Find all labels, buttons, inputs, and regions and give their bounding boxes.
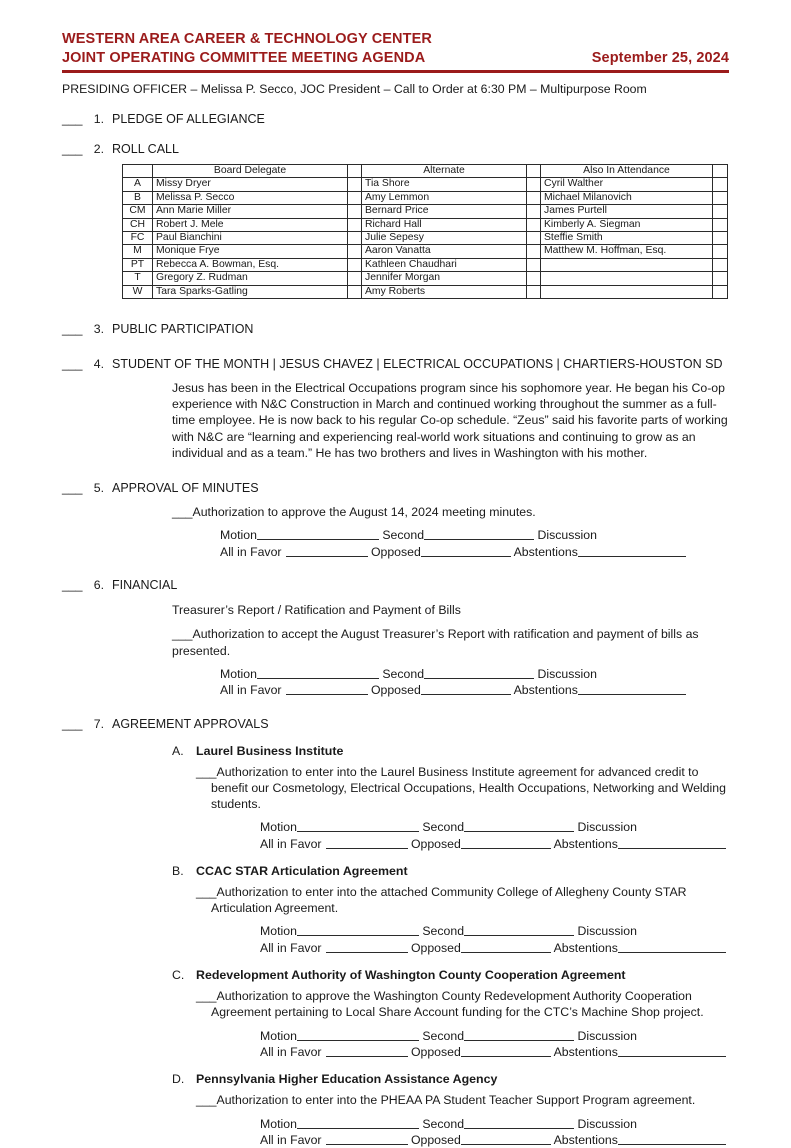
agreement-title: Laurel Business Institute xyxy=(196,743,344,758)
abstentions-label: Abstentions xyxy=(553,836,618,851)
motion-label: Motion xyxy=(220,666,257,681)
motion-field[interactable] xyxy=(297,923,419,936)
cell-end[interactable] xyxy=(713,258,728,271)
roll-call-body xyxy=(123,178,728,299)
cell-gap-2[interactable] xyxy=(527,218,541,231)
opposed-field[interactable] xyxy=(421,544,511,557)
agreement-title: CCAC STAR Articulation Agreement xyxy=(196,863,408,878)
table-row xyxy=(123,218,728,231)
abstentions-field[interactable] xyxy=(618,940,726,953)
roll-call-table xyxy=(122,164,728,299)
all-in-favor-field[interactable] xyxy=(326,1132,408,1145)
second-field[interactable] xyxy=(424,666,534,679)
motion-field[interactable] xyxy=(257,666,379,679)
item-title: PUBLIC PARTICIPATION xyxy=(112,322,254,337)
cell-code: CM xyxy=(123,205,153,218)
financial-authorization: ___Authorization to accept the August Treasurer’s Report with ratification and payment of bills as presented. xyxy=(172,627,699,658)
all-in-favor-field[interactable] xyxy=(326,1044,408,1057)
meeting-date: September 25, 2024 xyxy=(591,50,729,66)
th-code xyxy=(123,165,153,178)
discussion-label: Discussion xyxy=(537,666,597,681)
agenda-item-5 xyxy=(62,480,729,496)
checkoff-blank[interactable]: ___ xyxy=(62,357,83,372)
agreement-authorization-text: ___Authorization to enter into the Laurel Business Institute agreement for advanced credit to benefit our Cosmetology, Electrical Occupations, Health Occupations, Networking and Welding students. xyxy=(196,764,726,811)
cell-code: M xyxy=(123,245,153,258)
cell-also xyxy=(541,285,713,298)
checkoff-blank[interactable]: ___ xyxy=(62,481,83,496)
cell-end[interactable] xyxy=(713,191,728,204)
cell-code: CH xyxy=(123,218,153,231)
item-title: STUDENT OF THE MONTH | JESUS CHAVEZ | ELECTRICAL OCCUPATIONS | CHARTIERS-HOUSTON SD xyxy=(112,357,723,372)
vote-block-agreement-a xyxy=(260,819,729,852)
motion-field[interactable] xyxy=(257,527,379,540)
abstentions-field[interactable] xyxy=(618,1044,726,1057)
cell-code: T xyxy=(123,272,153,285)
abstentions-field[interactable] xyxy=(578,544,686,557)
agreement-item-c xyxy=(172,967,729,983)
abstentions-label: Abstentions xyxy=(513,544,578,559)
cell-gap-1[interactable] xyxy=(348,285,362,298)
cell-gap-2[interactable] xyxy=(527,245,541,258)
agreement-letter: D. xyxy=(172,1072,185,1087)
cell-end[interactable] xyxy=(713,218,728,231)
vote-row-tally xyxy=(260,940,729,956)
cell-code: PT xyxy=(123,258,153,271)
item-number: 4. xyxy=(93,357,104,372)
abstentions-field[interactable] xyxy=(618,1132,726,1145)
cell-alternate: Jennifer Morgan xyxy=(362,272,527,285)
vote-block-agreement-b xyxy=(260,923,729,956)
cell-gap-1[interactable] xyxy=(348,258,362,271)
cell-end[interactable] xyxy=(713,178,728,191)
cell-delegate: Gregory Z. Rudman xyxy=(153,272,348,285)
cell-code: W xyxy=(123,285,153,298)
agreement-item-b xyxy=(172,863,729,879)
agreement-authorization xyxy=(196,764,729,813)
cell-alternate: Kathleen Chaudhari xyxy=(362,258,527,271)
checkoff-blank[interactable]: ___ xyxy=(62,142,83,156)
vote-row-motion xyxy=(260,1116,729,1132)
vote-row-tally xyxy=(260,836,729,852)
th-also-in-attendance: Also In Attendance xyxy=(541,165,713,178)
cell-gap-1[interactable] xyxy=(348,205,362,218)
item-title: PLEDGE OF ALLEGIANCE xyxy=(112,112,265,126)
motion-label: Motion xyxy=(260,1028,297,1043)
student-of-the-month-paragraph: Jesus has been in the Electrical Occupations program since his sophomore year. He began his Co-op experience with N&C Construction in March and continued working throughout the summer as a full-time employee. He is now back to his regular Co-op schedule. “Zeus” said his favorite parts of working with N&C are “learning and experiencing real-world work situations and continuing to grow as an individual and as a team.” He has two brothers and lives in Washington with his mother. xyxy=(172,381,728,460)
cell-gap-1[interactable] xyxy=(348,272,362,285)
th-alternate: Alternate xyxy=(362,165,527,178)
second-field[interactable] xyxy=(464,1116,574,1129)
second-label: Second xyxy=(382,666,425,681)
vote-row-motion xyxy=(260,923,729,939)
cell-end[interactable] xyxy=(713,285,728,298)
second-field[interactable] xyxy=(464,819,574,832)
opposed-label: Opposed xyxy=(370,544,421,559)
table-row xyxy=(123,232,728,245)
th-gap-1 xyxy=(348,165,362,178)
cell-alternate: Tia Shore xyxy=(362,178,527,191)
th-gap-2 xyxy=(527,165,541,178)
cell-gap-1[interactable] xyxy=(348,191,362,204)
item-number: 2. xyxy=(93,142,104,156)
item-title: AGREEMENT APPROVALS xyxy=(112,716,269,731)
abstentions-label: Abstentions xyxy=(513,683,578,698)
vote-block-financial xyxy=(220,666,729,699)
agreement-title: Pennsylvania Higher Education Assistance Agency xyxy=(196,1072,498,1087)
second-label: Second xyxy=(422,1028,465,1043)
cell-gap-1[interactable] xyxy=(348,245,362,258)
th-board-delegate: Board Delegate xyxy=(153,165,348,178)
cell-also: Michael Milanovich xyxy=(541,191,713,204)
motion-field[interactable] xyxy=(297,1116,419,1129)
cell-also: Kimberly A. Siegman xyxy=(541,218,713,231)
second-field[interactable] xyxy=(464,1028,574,1041)
motion-label: Motion xyxy=(260,1116,297,1131)
agreement-item-a xyxy=(172,743,729,759)
opposed-field[interactable] xyxy=(461,1044,551,1057)
cell-delegate: Tara Sparks-Gatling xyxy=(153,285,348,298)
all-in-favor-label: All in Favor xyxy=(220,544,282,559)
vote-row-tally xyxy=(260,1132,729,1148)
motion-label: Motion xyxy=(260,820,297,835)
discussion-label: Discussion xyxy=(577,820,637,835)
table-row xyxy=(123,285,728,298)
table-header-row xyxy=(123,165,728,178)
checkoff-blank[interactable]: ___ xyxy=(62,322,83,337)
second-field[interactable] xyxy=(464,923,574,936)
vote-block-agreement-c xyxy=(260,1028,729,1061)
abstentions-field[interactable] xyxy=(618,836,726,849)
agreement-letter: C. xyxy=(172,968,185,983)
item-title: FINANCIAL xyxy=(112,578,178,593)
all-in-favor-label: All in Favor xyxy=(260,940,322,955)
cell-delegate: Ann Marie Miller xyxy=(153,205,348,218)
agreement-authorization-text: ___Authorization to enter into the PHEAA PA Student Teacher Support Program agreement. xyxy=(196,1093,696,1108)
cell-gap-1[interactable] xyxy=(348,218,362,231)
vote-row-tally xyxy=(220,544,729,560)
abstentions-field[interactable] xyxy=(578,682,686,695)
item-title: APPROVAL OF MINUTES xyxy=(112,481,259,496)
table-row xyxy=(123,178,728,191)
table-row xyxy=(123,245,728,258)
agenda-item-4 xyxy=(62,356,729,372)
cell-alternate: Bernard Price xyxy=(362,205,527,218)
abstentions-label: Abstentions xyxy=(553,1132,618,1147)
item-number: 5. xyxy=(93,481,104,496)
opposed-field[interactable] xyxy=(461,836,551,849)
minutes-authorization: ___Authorization to approve the August 14, 2024 meeting minutes. xyxy=(172,505,536,520)
opposed-label: Opposed xyxy=(410,940,461,955)
all-in-favor-label: All in Favor xyxy=(220,683,282,698)
cell-code: FC xyxy=(123,232,153,245)
cell-delegate: Robert J. Mele xyxy=(153,218,348,231)
all-in-favor-label: All in Favor xyxy=(260,1044,322,1059)
item-title: ROLL CALL xyxy=(112,142,179,156)
checkoff-blank[interactable]: ___ xyxy=(62,112,83,126)
cell-also xyxy=(541,258,713,271)
cell-alternate: Aaron Vanatta xyxy=(362,245,527,258)
cell-gap-2[interactable] xyxy=(527,232,541,245)
item-number: 6. xyxy=(93,578,104,593)
table-row xyxy=(123,191,728,204)
second-label: Second xyxy=(422,924,465,939)
all-in-favor-field[interactable] xyxy=(286,544,368,557)
financial-subtitle: Treasurer’s Report / Ratification and Payment of Bills xyxy=(172,603,461,618)
cell-gap-2[interactable] xyxy=(527,272,541,285)
cell-end[interactable] xyxy=(713,205,728,218)
agreement-authorization xyxy=(196,988,729,1020)
opposed-label: Opposed xyxy=(410,1132,461,1147)
cell-gap-2[interactable] xyxy=(527,285,541,298)
table-row xyxy=(123,258,728,271)
cell-code: A xyxy=(123,178,153,191)
cell-gap-2[interactable] xyxy=(527,205,541,218)
document-title: JOINT OPERATING COMMITTEE MEETING AGENDA xyxy=(62,50,426,66)
agreement-authorization-text: ___Authorization to enter into the attached Community College of Allegheny County STAR Articulation Agreement. xyxy=(196,884,687,916)
vote-row-tally xyxy=(220,682,729,698)
checkoff-blank[interactable]: ___ xyxy=(62,578,83,593)
agreement-letter: B. xyxy=(172,863,184,878)
checkoff-blank[interactable]: ___ xyxy=(62,716,83,731)
motion-label: Motion xyxy=(260,924,297,939)
opposed-label: Opposed xyxy=(410,836,461,851)
all-in-favor-field[interactable] xyxy=(286,682,368,695)
header-line-1 xyxy=(62,30,729,48)
item-number: 3. xyxy=(93,322,104,337)
abstentions-label: Abstentions xyxy=(553,940,618,955)
organization-name: WESTERN AREA CAREER & TECHNOLOGY CENTER xyxy=(62,31,432,47)
cell-delegate: Missy Dryer xyxy=(153,178,348,191)
item-number: 7. xyxy=(93,716,104,731)
all-in-favor-label: All in Favor xyxy=(260,1132,322,1147)
cell-alternate: Richard Hall xyxy=(362,218,527,231)
all-in-favor-field[interactable] xyxy=(326,836,408,849)
table-row xyxy=(123,272,728,285)
vote-block-agreement-d xyxy=(260,1116,729,1148)
table-row xyxy=(123,205,728,218)
header-divider xyxy=(62,70,729,73)
cell-delegate: Paul Bianchini xyxy=(153,232,348,245)
cell-delegate: Monique Frye xyxy=(153,245,348,258)
vote-row-motion xyxy=(220,527,729,543)
agenda-item-3 xyxy=(62,321,729,337)
motion-field[interactable] xyxy=(297,1028,419,1041)
cell-alternate: Julie Sepesy xyxy=(362,232,527,245)
cell-also: Cyril Walther xyxy=(541,178,713,191)
document-header xyxy=(62,30,729,73)
opposed-field[interactable] xyxy=(461,940,551,953)
agreement-authorization xyxy=(196,884,729,916)
agreement-authorization xyxy=(196,1092,729,1108)
cell-end[interactable] xyxy=(713,245,728,258)
discussion-label: Discussion xyxy=(577,1116,637,1131)
cell-gap-1[interactable] xyxy=(348,232,362,245)
cell-alternate: Amy Roberts xyxy=(362,285,527,298)
vote-block-minutes xyxy=(220,527,729,560)
vote-row-motion xyxy=(260,1028,729,1044)
agenda-item-6 xyxy=(62,577,729,593)
roll-call-table-wrapper xyxy=(122,164,729,299)
agenda-item-2 xyxy=(62,141,729,157)
cell-delegate: Rebecca A. Bowman, Esq. xyxy=(153,258,348,271)
agreement-title: Redevelopment Authority of Washington County Cooperation Agreement xyxy=(196,968,626,983)
cell-end[interactable] xyxy=(713,272,728,285)
all-in-favor-field[interactable] xyxy=(326,940,408,953)
second-label: Second xyxy=(422,1116,465,1131)
th-end xyxy=(713,165,728,178)
header-line-2 xyxy=(62,49,729,67)
cell-gap-1[interactable] xyxy=(348,178,362,191)
cell-end[interactable] xyxy=(713,232,728,245)
vote-row-tally xyxy=(260,1044,729,1060)
abstentions-label: Abstentions xyxy=(553,1044,618,1059)
discussion-label: Discussion xyxy=(537,528,597,543)
second-label: Second xyxy=(382,528,425,543)
motion-label: Motion xyxy=(220,528,257,543)
opposed-field[interactable] xyxy=(421,682,511,695)
cell-gap-2[interactable] xyxy=(527,178,541,191)
cell-delegate: Melissa P. Secco xyxy=(153,191,348,204)
cell-also: Steffie Smith xyxy=(541,232,713,245)
item-number: 1. xyxy=(93,112,104,126)
cell-code: B xyxy=(123,191,153,204)
second-label: Second xyxy=(422,820,465,835)
cell-alternate: Amy Lemmon xyxy=(362,191,527,204)
second-field[interactable] xyxy=(424,527,534,540)
agreement-letter: A. xyxy=(172,743,184,758)
discussion-label: Discussion xyxy=(577,924,637,939)
presiding-officer-line: PRESIDING OFFICER – Melissa P. Secco, JOC President – Call to Order at 6:30 PM – Multipurpose Room xyxy=(62,82,647,96)
vote-row-motion xyxy=(260,819,729,835)
cell-also xyxy=(541,272,713,285)
agreement-item-d xyxy=(172,1071,729,1087)
discussion-label: Discussion xyxy=(577,1028,637,1043)
all-in-favor-label: All in Favor xyxy=(260,836,322,851)
agenda-item-7 xyxy=(62,716,729,732)
opposed-label: Opposed xyxy=(370,683,421,698)
opposed-label: Opposed xyxy=(410,1044,461,1059)
cell-also: James Purtell xyxy=(541,205,713,218)
vote-row-motion xyxy=(220,666,729,682)
agreement-authorization-text: ___Authorization to approve the Washington County Redevelopment Authority Cooperation Agreement pertaining to Local Share Account funding for the CTC’s Machine Shop project. xyxy=(196,989,704,1020)
cell-gap-2[interactable] xyxy=(527,191,541,204)
agenda-item-1 xyxy=(62,111,729,127)
cell-also: Matthew M. Hoffman, Esq. xyxy=(541,245,713,258)
motion-field[interactable] xyxy=(297,819,419,832)
cell-gap-2[interactable] xyxy=(527,258,541,271)
opposed-field[interactable] xyxy=(461,1132,551,1145)
